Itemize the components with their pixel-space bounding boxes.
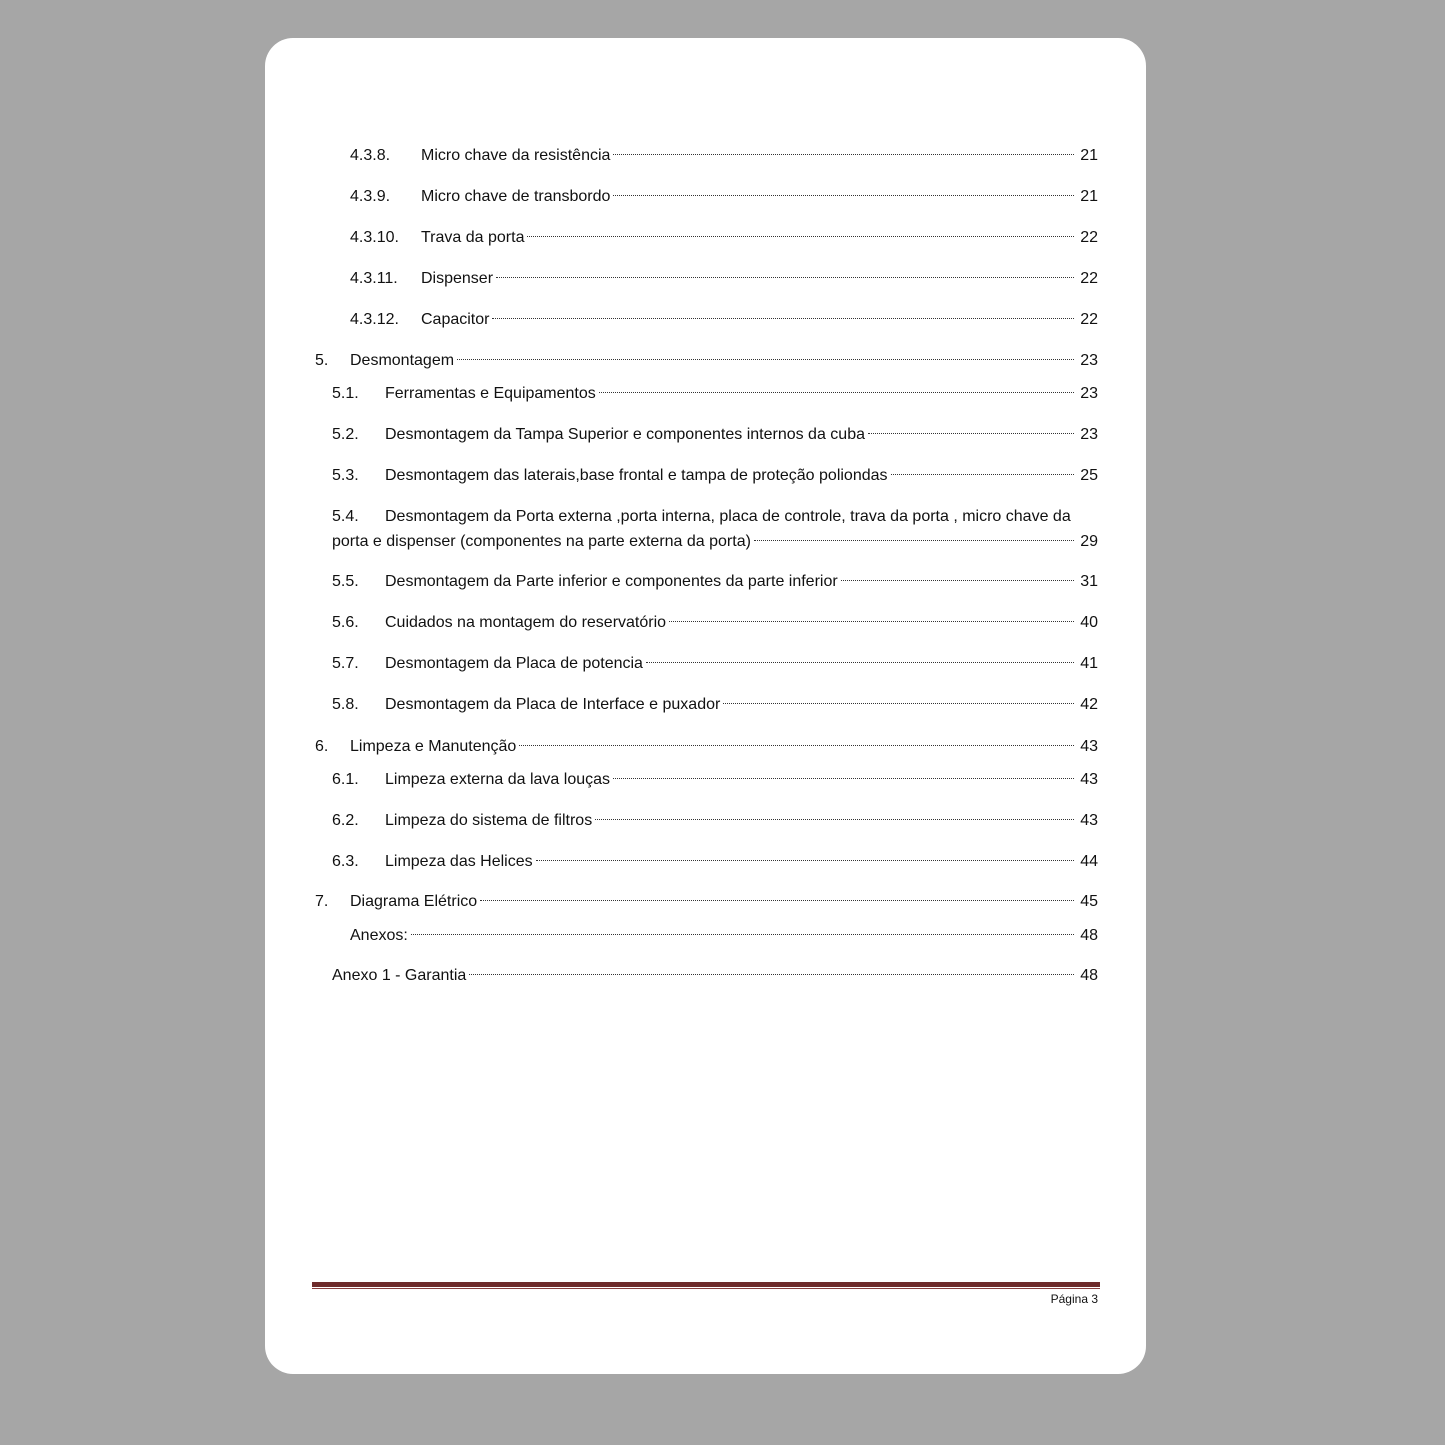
toc-entry-page: 21 [1080, 188, 1098, 205]
footer-rule-thin [312, 1288, 1100, 1289]
toc-entry-number: 6.3. [332, 853, 359, 870]
toc-entry-title: Limpeza do sistema de filtros [385, 812, 593, 829]
toc-leader [599, 392, 1074, 393]
table-of-contents [265, 38, 1146, 1138]
toc-leader [868, 433, 1074, 434]
toc-leader [841, 580, 1074, 581]
toc-entry-title: Dispenser [421, 270, 494, 287]
toc-entry-page: 45 [1080, 893, 1098, 910]
toc-entry-number: 4.3.12. [350, 311, 399, 328]
footer-rule [312, 1282, 1100, 1287]
page-number: Página 3 [1050, 1292, 1098, 1306]
toc-entry-number: 6.2. [332, 812, 359, 829]
toc-entry-number: 5.8. [332, 696, 359, 713]
toc-entry[interactable] [332, 570, 1098, 594]
toc-entry-number: 4.3.10. [350, 229, 399, 246]
toc-leader [536, 860, 1074, 861]
toc-entry-number: 7. [315, 893, 329, 910]
toc-entry-title: Trava da porta [421, 229, 525, 246]
toc-entry-title: Limpeza e Manutenção [350, 738, 517, 755]
toc-entry-title: Limpeza das Helices [385, 853, 533, 870]
toc-entry-page: 43 [1080, 771, 1098, 788]
toc-leader [754, 540, 1074, 541]
toc-entry[interactable] [350, 144, 1098, 168]
toc-entry-page: 44 [1080, 853, 1098, 870]
toc-entry-title: Limpeza externa da lava louças [385, 771, 611, 788]
toc-entry-title: Desmontagem das laterais,base frontal e tampa de proteção poliondas [385, 467, 888, 484]
toc-entry-page: 43 [1080, 738, 1098, 755]
toc-entry-page: 41 [1080, 655, 1098, 672]
toc-entry-number: 5.1. [332, 385, 359, 402]
toc-entry-title: Ferramentas e Equipamentos [385, 385, 596, 402]
toc-entry-title: Desmontagem da Tampa Superior e componentes internos da cuba [385, 426, 865, 443]
toc-entry-number: 5.6. [332, 614, 359, 631]
toc-entry-page: 23 [1080, 385, 1098, 402]
toc-entry-title-continued: porta e dispenser (componentes na parte externa da porta) [332, 533, 751, 550]
toc-leader [723, 703, 1074, 704]
toc-entry-title: Anexo 1 - Garantia [332, 967, 467, 984]
toc-leader [480, 900, 1074, 901]
toc-entry-title: Anexos: [350, 927, 408, 944]
toc-entry[interactable] [332, 693, 1098, 717]
toc-entry[interactable] [315, 349, 1098, 373]
toc-entry-title: Cuidados na montagem do reservatório [385, 614, 667, 631]
toc-entry-line [332, 504, 1098, 529]
toc-entry[interactable] [332, 964, 1098, 988]
toc-entry[interactable] [332, 850, 1098, 874]
toc-entry-number: 4.3.11. [350, 270, 398, 287]
toc-leader [519, 745, 1074, 746]
toc-entry[interactable] [350, 226, 1098, 250]
toc-entry[interactable] [332, 809, 1098, 833]
toc-entry-number: 6.1. [332, 771, 359, 788]
toc-entry[interactable] [315, 890, 1098, 914]
toc-leader [469, 974, 1074, 975]
toc-entry-number: 5.3. [332, 467, 359, 484]
toc-entry-number: 6. [315, 738, 329, 755]
toc-leader [595, 819, 1074, 820]
toc-entry[interactable] [350, 308, 1098, 332]
toc-entry[interactable] [350, 267, 1098, 291]
toc-entry[interactable] [332, 382, 1098, 406]
toc-entry-title: Micro chave da resistência [421, 147, 611, 164]
toc-entry-page: 48 [1080, 967, 1098, 984]
toc-entry-page: 29 [1080, 533, 1098, 550]
toc-entry-number: 5.5. [332, 573, 359, 590]
toc-leader [492, 318, 1074, 319]
toc-leader [613, 195, 1074, 196]
toc-leader [411, 934, 1074, 935]
toc-entry-title: Desmontagem da Placa de Interface e puxador [385, 696, 721, 713]
toc-leader [669, 621, 1074, 622]
toc-entry[interactable] [332, 611, 1098, 635]
toc-leader [613, 778, 1074, 779]
toc-entry-page: 25 [1080, 467, 1098, 484]
toc-entry-page: 43 [1080, 812, 1098, 829]
toc-entry-title: Desmontagem da Placa de potencia [385, 655, 643, 672]
toc-entry-title: Desmontagem da Porta externa ,porta interna, placa de controle, trava da porta , micro chave da [385, 508, 1071, 525]
toc-entry[interactable] [332, 423, 1098, 447]
toc-entry-page: 23 [1080, 352, 1098, 369]
toc-entry[interactable] [332, 652, 1098, 676]
toc-entry-page: 40 [1080, 614, 1098, 631]
toc-entry-page: 23 [1080, 426, 1098, 443]
toc-leader [613, 154, 1074, 155]
toc-entry-number: 4.3.8. [350, 147, 391, 164]
toc-leader [457, 359, 1074, 360]
document-page [265, 38, 1146, 1374]
toc-entry-page: 42 [1080, 696, 1098, 713]
toc-entry-number: 5. [315, 352, 329, 369]
toc-entry-number: 5.7. [332, 655, 359, 672]
toc-entry-page: 48 [1080, 927, 1098, 944]
toc-entry[interactable] [332, 464, 1098, 488]
toc-entry[interactable] [332, 768, 1098, 792]
toc-entry-page: 22 [1080, 229, 1098, 246]
toc-entry-page: 21 [1080, 147, 1098, 164]
toc-entry-title: Micro chave de transbordo [421, 188, 611, 205]
toc-leader [646, 662, 1074, 663]
toc-entry-title: Desmontagem [350, 352, 455, 369]
toc-entry-number: 5.2. [332, 426, 359, 443]
toc-entry-title: Diagrama Elétrico [350, 893, 478, 910]
toc-entry-page: 22 [1080, 270, 1098, 287]
toc-entry-number: 4.3.9. [350, 188, 391, 205]
toc-entry-page: 31 [1080, 573, 1098, 590]
toc-entry-page: 22 [1080, 311, 1098, 328]
toc-entry-title: Capacitor [421, 311, 490, 328]
toc-entry[interactable] [315, 735, 1098, 759]
toc-entry-number: 5.4. [332, 508, 359, 525]
toc-entry[interactable] [350, 185, 1098, 209]
toc-leader [527, 236, 1074, 237]
toc-entry-title: Desmontagem da Parte inferior e componentes da parte inferior [385, 573, 838, 590]
toc-leader [496, 277, 1074, 278]
toc-entry-line [332, 529, 1098, 554]
toc-entry[interactable] [350, 924, 1098, 948]
toc-entry[interactable] [332, 504, 1098, 554]
toc-leader [891, 474, 1074, 475]
